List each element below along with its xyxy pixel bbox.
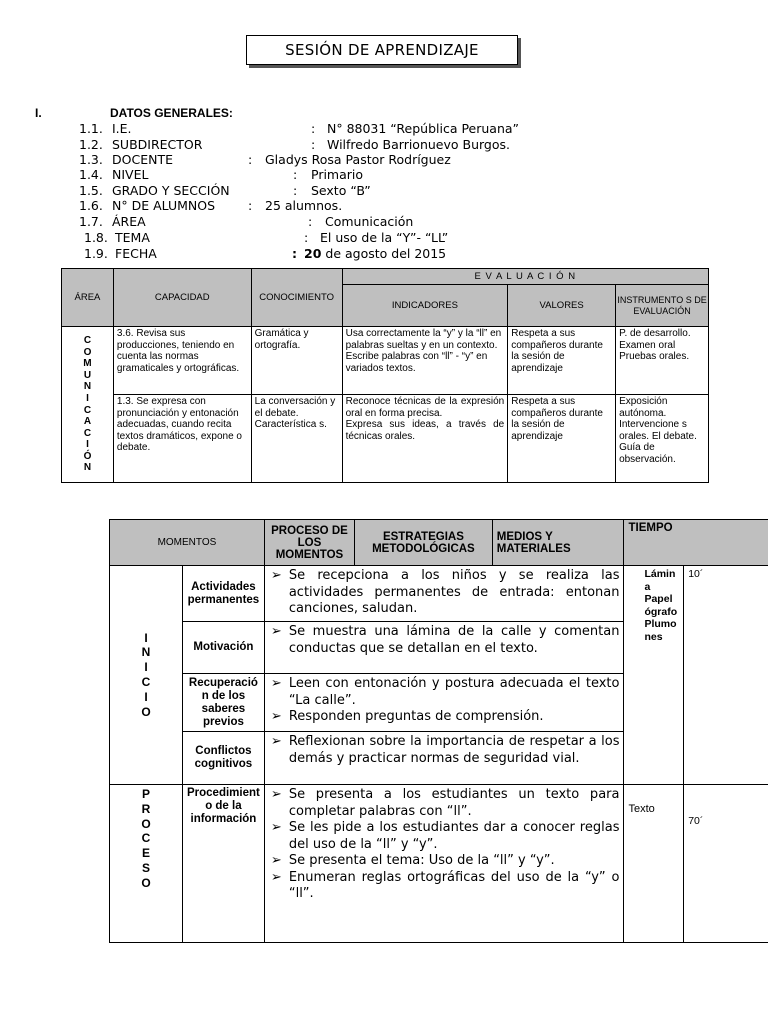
general-value: Comunicación [325, 214, 414, 229]
arrow-bullet-icon: ➢ [270, 734, 282, 749]
inicio-letter: C [141, 675, 151, 689]
header-capacidad: CAPACIDAD [113, 269, 251, 327]
area-letter: N [83, 381, 92, 393]
general-num: 1.3. [79, 152, 103, 167]
general-label: TEMA [115, 230, 150, 245]
strategy-item [269, 734, 620, 767]
moments-table [109, 519, 768, 943]
proceso-phase-cell [110, 785, 183, 943]
proceso-letter: S [141, 860, 150, 875]
strategy-text: Se presenta el tema: Uso de la “ll” y “y”. [288, 853, 555, 868]
arrow-bullet-icon: ➢ [270, 568, 282, 583]
indicadores-cell [342, 395, 508, 483]
arrow-bullet-icon: ➢ [270, 676, 282, 691]
header-proceso: PROCESO DE LOS MOMENTOS [264, 520, 354, 566]
strategy-cell [264, 566, 624, 622]
general-sep: : [311, 121, 316, 136]
header-indicadores: INDICADORES [342, 285, 508, 327]
area-letter: I [86, 392, 89, 404]
inicio-media-cell: Lámin a Papel ógrafo Plumo nes [624, 566, 684, 785]
inicio-phase-cell [110, 566, 183, 785]
activity-label: Motivación [182, 622, 264, 674]
section-title: DATOS GENERALES: [110, 106, 233, 120]
general-value: Gladys Rosa Pastor Rodríguez [265, 152, 451, 167]
general-sep: : [293, 183, 298, 198]
general-sep: : [308, 214, 313, 229]
strategy-text: Reflexionan sobre la importancia de respetar a los demás y practicar normas de seguridad vial. [288, 734, 620, 766]
area-letter: O [83, 346, 92, 358]
arrow-bullet-icon: ➢ [270, 869, 282, 885]
strategy-text: Se les pide a los estudiantes dar a conocer reglas del uso de la “ll” y “y”. [288, 820, 620, 852]
strategy-cell [264, 732, 624, 785]
capacidad-cell: 1.3. Se expresa con pronunciación y entonación adecuadas, cuando recita textos dramáticos, expone o debate. [113, 395, 251, 483]
area-letter: M [83, 358, 92, 370]
area-letter: Ó [83, 450, 92, 462]
general-sep: : [304, 230, 309, 245]
area-letter: N [83, 462, 92, 474]
general-label: GRADO Y SECCIÓN [112, 183, 230, 198]
strategy-item [269, 853, 620, 870]
strategy-text: Se presenta a los estudiantes un texto para completar palabras con “ll”. [288, 787, 620, 819]
inicio-letter: N [141, 645, 151, 660]
strategy-cell [264, 674, 624, 732]
general-value: Primario [311, 167, 364, 182]
strategy-text: Leen con entonación y postura adecuada el texto “La calle”. [288, 676, 620, 708]
evaluation-table [61, 268, 709, 483]
strategy-text: Enumeran reglas ortográficas del uso de la “y” o “ll”. [288, 869, 620, 901]
strategy-item [269, 676, 620, 709]
conocimiento-cell: La conversación y el debate. Característica s. [251, 395, 342, 483]
proceso-letter: C [141, 831, 151, 846]
general-num: 1.9. [84, 246, 108, 261]
strategy-text: Se recepciona a los niños y se realiza las actividades permanentes de entrada: entonan canciones, saludan. [288, 568, 620, 616]
header-valores: VALORES [508, 285, 616, 327]
strategy-item [269, 787, 620, 820]
area-letter: C [83, 334, 92, 346]
arrow-bullet-icon: ➢ [270, 853, 282, 868]
instrumento-cell: Exposición autónoma. Intervencione s orales. El debate. Guía de observación. [616, 395, 709, 483]
strategy-item [269, 568, 620, 618]
page-title: SESIÓN DE APRENDIZAJE [246, 35, 518, 65]
activity-label: Procedimient o de la información [182, 785, 264, 943]
area-cell [62, 327, 114, 483]
area-letter: A [83, 416, 92, 428]
general-label: ÁREA [112, 214, 146, 229]
activity-label: Recuperació n de los saberes previos [182, 674, 264, 732]
general-value: El uso de la “Y”- “LL” [320, 230, 449, 245]
arrow-bullet-icon: ➢ [270, 709, 282, 724]
strategy-item [269, 624, 620, 657]
general-sep: : [292, 246, 297, 261]
general-label: FECHA [115, 246, 157, 261]
area-letter: U [83, 369, 92, 381]
area-letter: C [83, 404, 92, 416]
header-estrategias: ESTRATEGIAS METODOLÓGICAS [355, 520, 493, 566]
strategy-cell [264, 785, 624, 943]
inicio-letter: O [141, 704, 151, 719]
indicadores-cell [342, 327, 508, 395]
indicador-item: Usa correctamente la “y” y la “ll” en palabras sueltas y en un contexto. [345, 328, 502, 351]
activity-label: Conflictos cognitivos [182, 732, 264, 785]
general-label: N° DE ALUMNOS [112, 198, 216, 213]
header-instrumento: INSTRUMENTO S DE EVALUACIÓN [616, 285, 709, 327]
proceso-letter: O [141, 816, 151, 831]
general-value: 25 alumnos. [265, 198, 343, 213]
area-letter: I [86, 439, 89, 451]
conocimiento-cell: Gramática y ortografía. [251, 327, 342, 395]
general-value: Sexto “B” [311, 183, 371, 198]
arrow-bullet-icon: ➢ [270, 820, 282, 835]
general-label: SUBDIRECTOR [112, 137, 203, 152]
inicio-letter: I [144, 660, 148, 675]
general-num: 1.5. [79, 183, 103, 198]
general-num: 1.7. [79, 214, 103, 229]
header-evaluacion: E V A L U A C I Ó N [342, 269, 708, 285]
header-momentos: MOMENTOS [110, 520, 265, 566]
proceso-time-cell: 70´ [684, 785, 768, 943]
general-sep: : [311, 137, 316, 152]
arrow-bullet-icon: ➢ [270, 787, 282, 802]
proceso-media-cell: Texto [624, 785, 684, 943]
inicio-time-cell: 10´ [684, 566, 768, 785]
general-label: NIVEL [112, 167, 149, 182]
strategy-cell [264, 622, 624, 674]
strategy-item [269, 870, 620, 903]
strategy-item [269, 709, 620, 726]
valores-cell: Respeta a sus compañeros durante la sesión de aprendizaje [508, 395, 616, 483]
indicador-item: Reconoce técnicas de la expresión oral en forma precisa. [345, 396, 505, 419]
header-conocimiento: CONOCIMIENTO [251, 269, 342, 327]
inicio-letter: I [144, 689, 148, 704]
inicio-letter: I [144, 630, 148, 645]
instrumento-cell: P. de desarrollo. Examen oral Pruebas orales. [616, 327, 709, 395]
general-value: N° 88031 “República Peruana” [327, 121, 520, 136]
header-medios: MEDIOS Y MATERIALES [492, 520, 624, 566]
proceso-letter: O [141, 875, 151, 890]
general-num: 1.4. [79, 167, 103, 182]
strategy-text: Responden preguntas de comprensión. [288, 709, 544, 724]
general-num: 1.1. [79, 121, 103, 136]
proceso-letter: E [141, 846, 150, 861]
general-num: 1.8. [84, 230, 108, 245]
indicador-item: Expresa sus ideas, a través de técnicas orales. [345, 419, 505, 442]
general-sep: : [248, 152, 253, 167]
general-sep: : [248, 198, 253, 213]
valores-cell: Respeta a sus compañeros durante la sesión de aprendizaje [508, 327, 616, 395]
strategy-text: Se muestra una lámina de la calle y comentan conductas que se detallan en el texto. [288, 624, 620, 656]
general-num: 1.2. [79, 137, 103, 152]
header-area: ÁREA [62, 269, 114, 327]
section-number: I. [35, 106, 42, 120]
general-num: 1.6. [79, 198, 103, 213]
area-letter: C [83, 427, 92, 439]
header-tiempo: TIEMPO [624, 520, 768, 566]
arrow-bullet-icon: ➢ [270, 624, 282, 639]
general-sep: : [293, 167, 298, 182]
proceso-letter: R [141, 801, 151, 816]
indicador-item: Escribe palabras con “ll” - “y” en variados textos. [345, 351, 488, 374]
strategy-item [269, 820, 620, 853]
general-value: 20 de agosto del 2015 [304, 246, 447, 261]
general-label: I.E. [112, 121, 132, 136]
proceso-letter: P [141, 787, 150, 801]
general-value: Wilfredo Barrionuevo Burgos. [327, 137, 510, 152]
capacidad-cell: 3.6. Revisa sus producciones, teniendo en cuenta las normas gramaticales y ortográficas. [113, 327, 251, 395]
general-label: DOCENTE [112, 152, 173, 167]
activity-label: Actividades permanentes [182, 566, 264, 622]
